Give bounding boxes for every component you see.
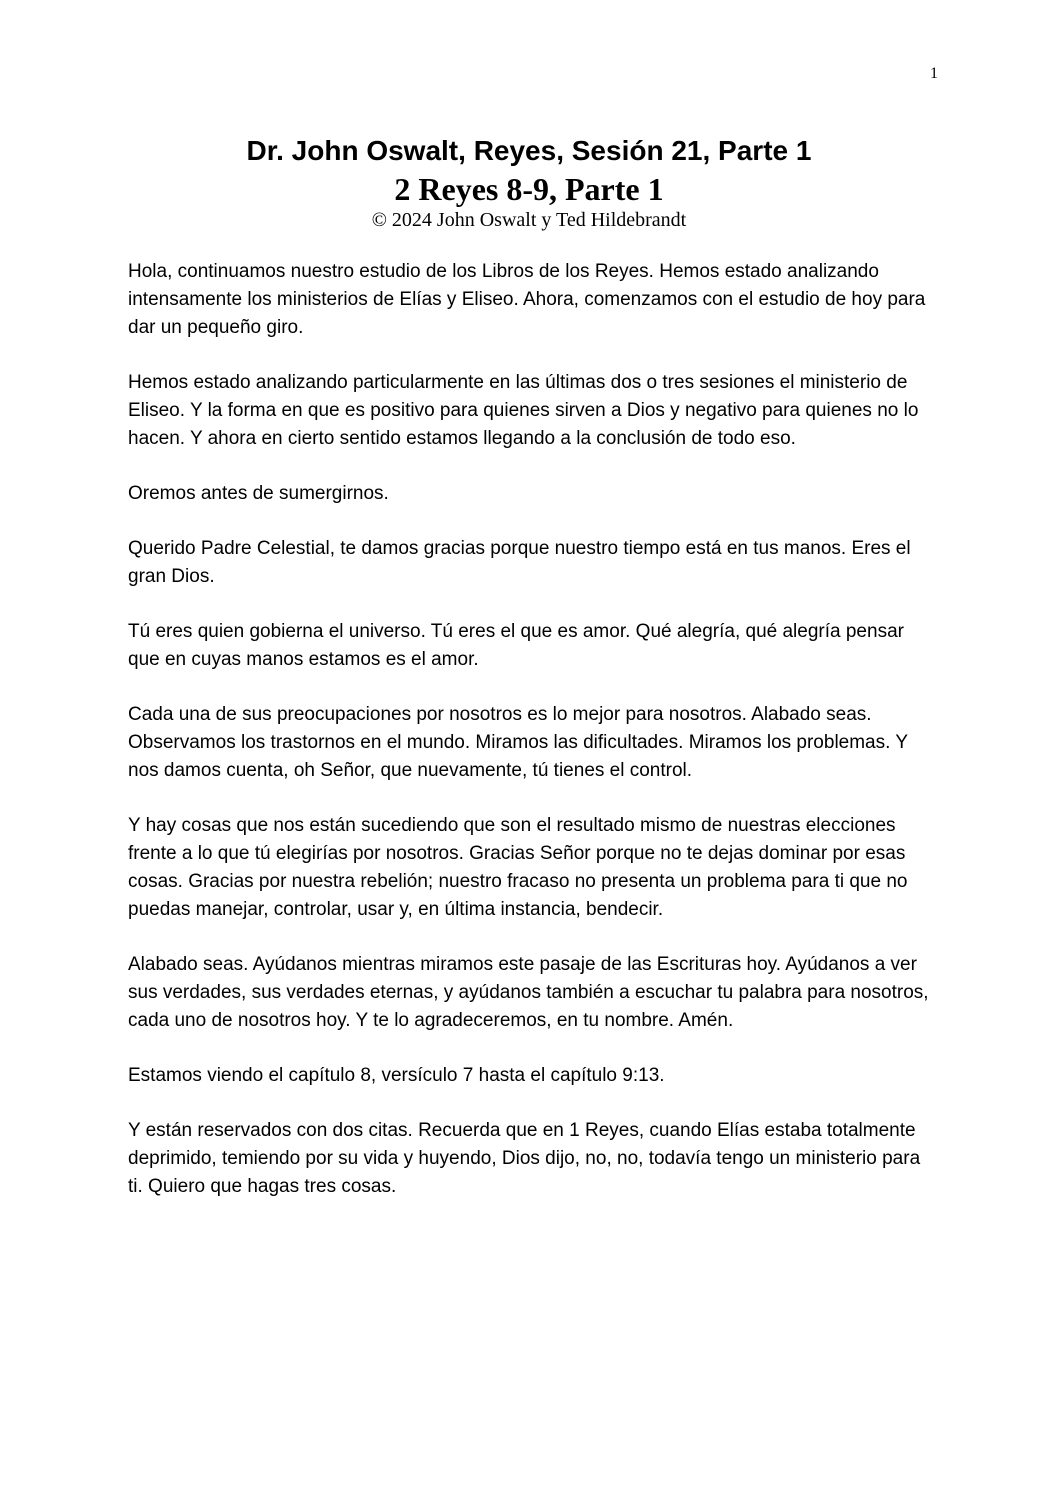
paragraph: Hemos estado analizando particularmente en las últimas dos o tres sesiones el ministerio de Eliseo. Y la forma en que es positivo para quienes sirven a Dios y negativo para quienes no lo hacen. Y ahora en cierto sentido estamos llegando a la conclusión de todo eso. [128, 372, 919, 449]
paragraph: Hola, continuamos nuestro estudio de los Libros de los Reyes. Hemos estado analizando intensamente los ministerios de Elías y Eliseo. Ahora, comenzamos con el estudio de hoy para dar un pequeño giro. [128, 261, 926, 338]
paragraph: Querido Padre Celestial, te damos gracias porque nuestro tiempo está en tus manos. Eres el gran Dios. [128, 538, 911, 587]
document-subtitle: 2 Reyes 8-9, Parte 1 [394, 171, 664, 207]
paragraph: Estamos viendo el capítulo 8, versículo 7 hasta el capítulo 9:13. [128, 1065, 665, 1086]
copyright-notice: © 2024 John Oswalt y Ted Hildebrandt [371, 209, 687, 231]
document-header [0, 132, 1058, 232]
paragraph: Alabado seas. Ayúdanos mientras miramos este pasaje de las Escrituras hoy. Ayúdanos a ver sus verdades, sus verdades eternas, y ayúdanos también a escuchar tu palabra para nosotros, cada uno de nosotros hoy. Y te lo agradeceremos, en tu nombre. Amén. [128, 954, 929, 1031]
page-number: 1 [930, 65, 938, 82]
paragraph: Tú eres quien gobierna el universo. Tú eres el que es amor. Qué alegría, qué alegría pensar que en cuyas manos estamos es el amor. [128, 621, 904, 670]
paragraph: Cada una de sus preocupaciones por nosotros es lo mejor para nosotros. Alabado seas. Observamos los trastornos en el mundo. Miramos las dificultades. Miramos los problemas. Y nos damos cuenta, oh Señor, que nuevamente, tú tienes el control. [128, 704, 908, 781]
document-title: Dr. John Oswalt, Reyes, Sesión 21, Parte 1 [246, 135, 812, 166]
paragraph: Oremos antes de sumergirnos. [128, 483, 389, 504]
document-body [128, 258, 932, 1228]
paragraph: Y hay cosas que nos están sucediendo que son el resultado mismo de nuestras elecciones frente a lo que tú elegirías por nosotros. Gracias Señor porque no te dejas dominar por esas cosas. Gracias por nuestra rebelión; nuestro fracaso no presenta un problema para ti que no puedas manejar, controlar, usar y, en última instancia, bendecir. [128, 815, 908, 920]
paragraph: Y están reservados con dos citas. Recuerda que en 1 Reyes, cuando Elías estaba totalmente deprimido, temiendo por su vida y huyendo, Dios dijo, no, no, todavía tengo un ministerio para ti. Quiero que hagas tres cosas. [128, 1120, 921, 1197]
